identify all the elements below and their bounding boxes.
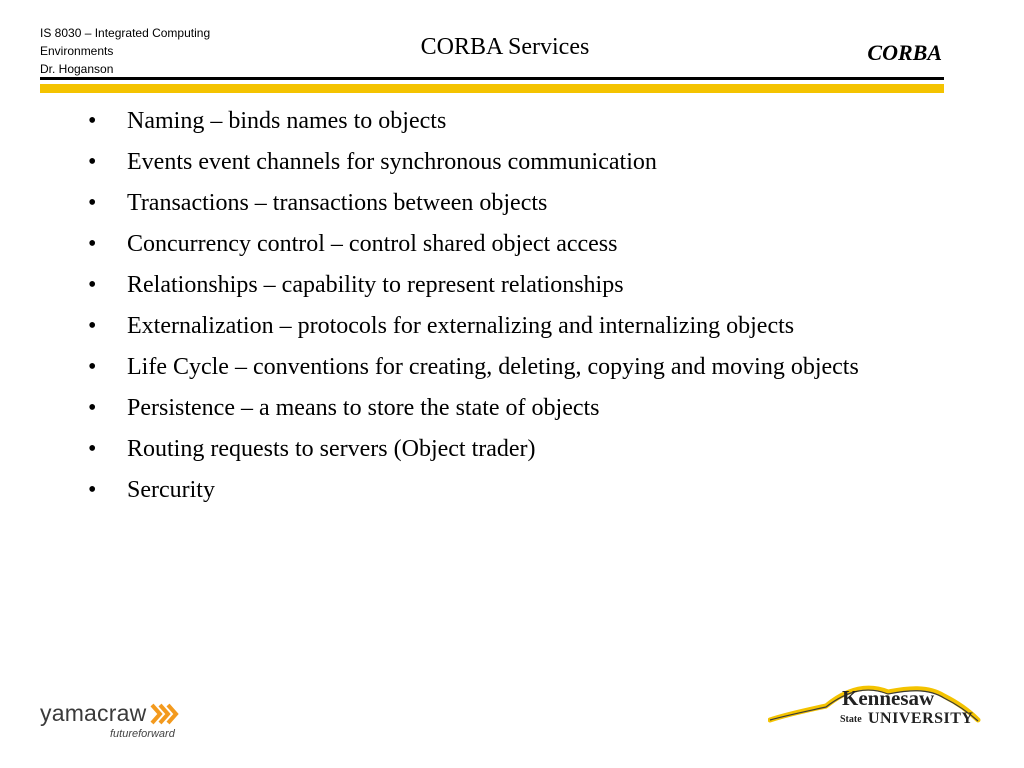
bullet-text: Persistence – a means to store the state of objects <box>127 395 600 421</box>
bullet-item <box>88 104 938 138</box>
bullet-item <box>88 186 938 220</box>
instructor-name: Dr. Hoganson <box>40 62 114 76</box>
bullet-dot: • <box>88 231 97 257</box>
bullet-item <box>88 432 938 466</box>
bullet-text: Sercurity <box>127 477 215 503</box>
header-rule-gold <box>40 84 944 93</box>
bullet-text: Naming – binds names to objects <box>127 108 447 134</box>
kennesaw-wordmark: Kennesaw <box>842 686 935 710</box>
yamacraw-tagline: futureforward <box>110 728 175 740</box>
bullet-list <box>88 104 938 514</box>
yamacraw-logo <box>40 700 190 745</box>
course-line-2: Environments <box>40 44 114 58</box>
course-line-1: IS 8030 – Integrated Computing <box>40 26 211 40</box>
bullet-dot: • <box>88 272 97 298</box>
bullet-item <box>88 268 938 302</box>
bullet-dot: • <box>88 354 97 380</box>
bullet-dot: • <box>88 395 97 421</box>
kennesaw-state-logo <box>768 680 982 742</box>
bullet-item <box>88 350 938 384</box>
bullet-dot: • <box>88 436 97 462</box>
bullet-text: Events event channels for synchronous communication <box>127 149 657 175</box>
course-info <box>40 24 210 78</box>
state-wordmark: State <box>840 714 862 725</box>
header-rule-black <box>40 77 944 80</box>
bullet-dot: • <box>88 190 97 216</box>
bullet-item <box>88 391 938 425</box>
bullet-item <box>88 473 938 507</box>
yamacraw-logo-word: yamacraw <box>40 700 147 726</box>
bullet-text: Externalization – protocols for externalizing and internalizing objects <box>127 313 795 339</box>
bullet-item <box>88 145 938 179</box>
university-wordmark: UNIVERSITY <box>868 710 974 727</box>
topic-label: CORBA <box>867 40 942 65</box>
bullet-dot: • <box>88 149 97 175</box>
slide-title: CORBA Services <box>420 34 590 60</box>
bullet-text: Routing requests to servers (Object trader) <box>127 436 536 462</box>
bullet-dot: • <box>88 313 97 339</box>
bullet-text: Life Cycle – conventions for creating, deleting, copying and moving objects <box>127 354 859 380</box>
bullet-item <box>88 227 938 261</box>
bullet-dot: • <box>88 477 97 503</box>
bullet-item <box>88 309 938 343</box>
bullet-text: Concurrency control – control shared object access <box>127 231 618 257</box>
bullet-text: Transactions – transactions between objects <box>127 190 548 216</box>
bullet-dot: • <box>88 108 97 134</box>
chevrons-icon <box>150 702 180 726</box>
bullet-text: Relationships – capability to represent relationships <box>127 272 624 298</box>
